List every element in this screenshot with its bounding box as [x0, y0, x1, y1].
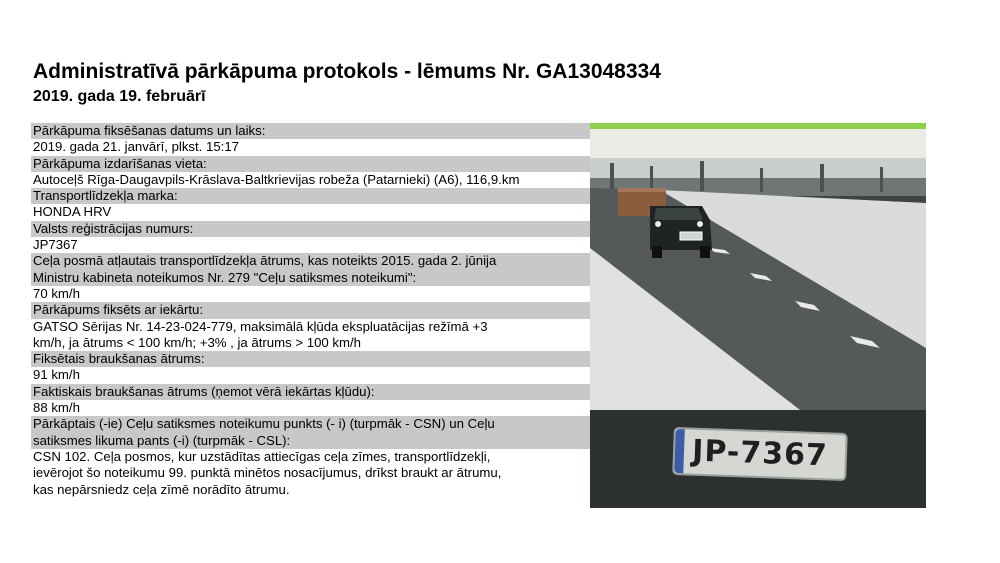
field-label-device: Pārkāpums fiksēts ar iekārtu:: [31, 302, 590, 318]
field-value-registration: JP7367: [31, 237, 590, 253]
field-value-speed-limit: 70 km/h: [31, 286, 590, 302]
field-label-speed-limit: Ceļa posmā atļautais transportlīdzekļa ātrums, kas noteikts 2015. gada 2. jūnija Ministru kabineta noteikumos Nr. 279 "Ceļu satiksmes noteikumi":: [31, 253, 590, 286]
camera-info-bar: [590, 123, 926, 158]
road-scene-image: [590, 158, 926, 410]
field-label-actual-speed: Faktiskais braukšanas ātrums (ņemot vērā iekārtas kļūdu):: [31, 384, 590, 400]
field-label-datetime: Pārkāpuma fiksēšanas datums un laiks:: [31, 123, 590, 139]
speed-camera-photo: [590, 123, 926, 508]
field-label-registration: Valsts reģistrācijas numurs:: [31, 221, 590, 237]
field-label-recorded-speed: Fiksētais braukšanas ātrums:: [31, 351, 590, 367]
field-value-location: Autoceļš Rīga-Daugavpils-Krāslava-Baltkrievijas robeža (Patarnieki) (A6), 116,9.km: [31, 172, 590, 188]
field-value-actual-speed: 88 km/h: [31, 400, 590, 416]
field-value-recorded-speed: 91 km/h: [31, 367, 590, 383]
field-value-vehicle-make: HONDA HRV: [31, 204, 590, 220]
violation-details: [31, 123, 590, 498]
protocol-title: Administratīvā pārkāpuma protokols - lēmums Nr. GA13048334: [33, 60, 661, 83]
field-value-device: GATSO Sērijas Nr. 14-23-024-779, maksimālā kļūda ekspluatācijas režīmā +3 km/h, ja ātrums < 100 km/h; +3% , ja ātrums > 100 km/h: [31, 319, 590, 352]
field-label-vehicle-make: Transportlīdzekļa marka:: [31, 188, 590, 204]
field-label-violated-rules: Pārkāptais (-ie) Ceļu satiksmes noteikumu punkts (- i) (turpmāk - CSN) un Ceļu satiksmes likuma pants (-i) (turpmāk - CSL):: [31, 416, 590, 449]
field-label-location: Pārkāpuma izdarīšanas vieta:: [31, 156, 590, 172]
field-value-violated-rules: CSN 102. Ceļa posmos, kur uzstādītas attiecīgas ceļa zīmes, transportlīdzekļi, ievērojot šo noteikumu 99. punktā minētos nosacījumus, drīkst braukt ar ātrumu, kas nepārsniedz ceļa zīmē norādīto ātrumu.: [31, 449, 590, 498]
field-value-datetime: 2019. gada 21. janvārī, plkst. 15:17: [31, 139, 590, 155]
plate-crop: [590, 410, 926, 508]
protocol-date: 2019. gada 19. februārī: [33, 88, 206, 105]
license-plate: [672, 427, 848, 481]
plate-text: JP-7367: [691, 433, 829, 474]
